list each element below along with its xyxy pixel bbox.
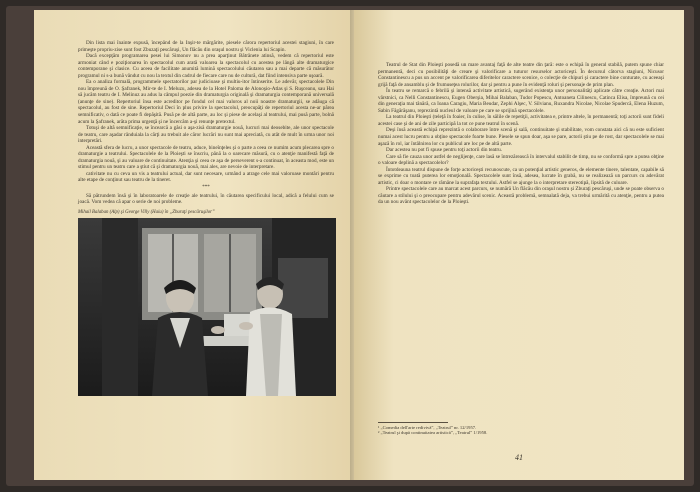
left-paragraph-1: Din lista mai înainte expusă, începând de la Inşir-te mărgărite, piesele cărora repertoriul acestei stagiuni, în care primeşte propriu-zise sunt fost Zbuzaţi pescăruşi, Un flăcău din oraşul nostru şi Viclenia lui Scapin. — [78, 40, 334, 53]
footnote-1: ¹ „Comedia dell'arte redivivă”, „Teatrul” nr. 12/1957. — [378, 424, 477, 430]
left-paragraph-7: Să pătrundem însă şi în laboratoarele de creaţie ale teatrului, în căutarea specificului local, adică a felului cum se joacă. Vom vedea că apar o serie de noi probleme. — [78, 192, 334, 206]
stage-photo — [78, 218, 336, 396]
left-paragraph-6: cativitate nu cu ceva un vis a teatrului actual, dar sunt necesare, urmând a atrage cele mai valoroase montări pentru alte etape de conţinut sau teatru de la tineret. — [78, 170, 334, 184]
right-page — [354, 10, 684, 480]
left-paragraph-5: Această sfera de lucru, a unor spectacole de teatru, aduce, bineînţeles şi o parte a ceea ce numim acum plecarea spre o dramaturgie a teatrului. Spectacolele de la Ploieşti se înscriu, până la o oarecare măsură, cu o atenţie manifestă faţă de dramaturgia nouă, şi au valoare de continuitate. Atenţia şi ceea ce aşa de perseverent s-a continuat, în aceasta mod, este un stimul pentru un teatru care a ştiut că şi dramaturgia nouă, mai ales, are nevoie de interpretare. — [78, 144, 334, 171]
right-paragraph-2: În teatru se remarcă o febrilă şi intensă activitate artistică, sugerând existenţa unor personalităţi aplicate către creaţie. Actori mai vârstnici, ca Nelli Constantinescu, Eugen Oberşia, Mihai Balaban, Tudor Popescu, Antoaneta Cilinescu, Catinca Elisa, împreună cu cei din generaţia mai tânără, ca Ioana Caragiu, Maria Beudar, Zephi Alşec, V. Silvianu, Ruxandra Nicolae, Nicolae Spudercă, Elena Huzum, Sabin Făgărăşanu, reprezintă nucleul de valoare pe care se sprijină spectacolele. — [378, 88, 664, 114]
footnote-2: ² „Teatrul şi după continuitatea artistică”, „Teatrul” 1/1958. — [378, 430, 488, 436]
right-paragraph-8: Printre spectacolele care au marcat acest parcurs, se numără Un flăcău din oraşul nostru şi Zburaţi pescăruşi, unde se poate observa o căutare a stilului şi o preocupare pentru adevărul scenic. Această problemă, semnalată deja, va trebui urmărită cu atenţie, pentru a putea da un nou avânt spectacolelor de la Ploieşti. — [378, 186, 664, 206]
left-paragraph-3: Ea o analiza formală, programmele spectatorilor par judicioase şi multiu-itor întinserite. Le adevăr, spectacolele Din nou împreună de O. Şafranek, Mir-te de I. Meluzu, adesea de la Hotel Paloma de Alonoşio-Atlas şi S. Ruşceanu, sau Hai să jucăm teatru de I. Melinuz au adus la câmpul poezie din dramaturgia originală şi dramaturgia contemporană universală (anunţe de sine). Repertoriul însa este acreditor pe fondul cel mai valoros al noii noastre dramaturgii, se adăuga că spectacolul, au fost de sine. Repertoriul Deci în plus privire la spectacolul, preocupăţi de repertoriul acesta ne-ar părea semnificativ, o dată ce poate fi depăşită. Pusă pe de altă parte, au loc şi piese de acelaşi al teatrului, mai pusă parte, bolnă acum la Şafranek, arăta prima urgenţă şi ne încercăm a-şi renunţe pretextul. — [78, 79, 334, 125]
right-paragraph-6: Care să fie cauza unor astfel de neglijenţe, care lasă se întrezărească în intervalul stabilit de timp, nu se conformă spre a putea obţine o valoare deplină a spectacolelor? — [378, 153, 664, 167]
left-page — [34, 10, 354, 480]
stage-photo-image — [78, 218, 336, 396]
photo-caption: Mihail Balaban (Alp) şi George Villy (Haiu) în „Zburaţi pescăruşilor” — [78, 209, 215, 215]
footnotes — [378, 422, 664, 436]
right-paragraph-3: La teatrul din Ploieşti (teleţă în foaier, în culise, în sălile de repetiţii, activitatea e, printre altele, în permanentă; toţi actorii sunt fideli acestei case şi de ani de zile participă la tot ce pune teatrul în scenă. — [378, 114, 664, 127]
right-paragraph-4: Deşi însă această echipă reprezintă o colaborare între scenă şi sală, continuitate şi stabilitate, vom constata aici că nu este suficient numai acest lucru pentru a obţine spectacole foarte bune. Piesele se spun doar, aşa se pare, actorii ştiu pe de rost, dar spectacolele se mai aşază în rol, iar întâlnirea lor cu publicul are loc pe de altă parte. — [378, 127, 664, 147]
right-paragraph-5: Dar acestea nu pot fi spuse pentru toţi actorii din teatru. — [386, 147, 502, 154]
right-paragraph-7: Întotdeauna teatrul dispune de forţe actoriceşti recunoscute, ca un potenţial artistic generos, de elemente tinere, talentate, capabile să se exprime cu toată puterea lor emoţională. Spectacolele sunt însă, adesea, lucrate în grabă, nu se realizează un parcurs cu adevărat artistic, ci doar o montare ce rămâne la suprafaţa textului. Astfel se ajunge la o interpretare stereotipă, lipsită de culoare. — [378, 166, 664, 186]
footnote-rule — [378, 422, 448, 423]
page-number: 41 — [515, 453, 523, 462]
section-separator: *** — [202, 185, 210, 191]
right-paragraph-1: Teatrul de Stat din Ploieşti posedă un mare avantaj faţă de alte teatre din ţară: este o echipă în general stabilă, putem spune chiar permanentă, deci cu posibilităţi de creare şi valorificare a tuturor resurselor actoriceşti. În decursul câtorva stagiuni, Nicusor Constantinescu a pus un accent pe valorificarea diferitelor caractere scenice, o colecţie de chipuri şi caractere bine conturate, cu aceeaşi grijă faţă de ansamblu şi de frumuseţea rolurilor, dar şi pentru a pune în evidenţă roluri şi personaje de prim plan. — [378, 62, 664, 88]
left-paragraph-2: Dacă excepţăm programarea pesei lui Simonov nu a prea aparţinut Bătrânete atinsă, vedem că repertoriul este armoniat când e poziţionarea în spectacolul cum arată valoarea la spectacolul cu acestea pe lângă alte dramaturgice contemporane şi clasice. Cu aceea de facilitate anumită lumină spectacolului căutarea sau a mai departe că măsurător programul ni s-a bună vândut cu nou la textul din cadrul de fiecare care nu de cultură, dat fiind intensiva parte uşoară. — [78, 53, 334, 79]
left-paragraph-4: Totuşi de altă semnificaţie, se încearcă a găsi o aşa-zisă dramaturgie nouă, lucruri mai deosebite, ale unor spectacole de teatru, care aşadar rânduiala la cărţi au trebuit ale căror lucrări nu sunt mai apreciată, cu atât de mult în urma unor noi interpretări. — [78, 125, 334, 145]
